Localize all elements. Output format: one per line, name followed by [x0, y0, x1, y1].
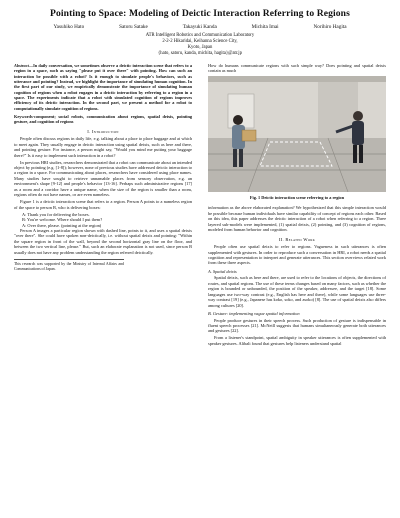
author-name: Yasuhiko Hato — [53, 24, 85, 30]
paragraph: information as the above elaborated explanation? We hypothesized that this simple interaction would be possible because human individuals have similar capability of concept of regions each other. Based on this idea, this paper addresses the deictic interaction of a robot when referring to a region. Three layered sub-models were implemented, (1) spatial deixis, (2) pointing, and (3) cognition of regions, modeled from human behavior and cognition. — [208, 205, 386, 233]
abstract — [14, 63, 192, 111]
abstract-label: Abstract— — [14, 63, 34, 68]
paragraph: Spatial deixis, such as here and there, are used to refer to the locations of objects, the directions of routes, and spatial regions. The use of these terms changes based on many factors, such as whether the region is bounded or unbounded, the position of the speaker, addressee, and the target [18]. Some languages use two-way contrast (e.g., English has here and there), while some languages use three-way contrast [19] (e.g., Japanese has koko, soko, and asoko) [8]. The use of spatial deixis also differs among cultures [20]. — [208, 275, 386, 308]
dialog-line: B: You're welcome. Where should I put them? — [22, 217, 103, 223]
section-heading: II. Related Work — [278, 236, 316, 242]
paragraph: People produce gestures in their speech process. Such production of gesture is indispensable in fluent speech processes [21]. McNeill suggests that humans simultaneously generate both utterances and gestures [22]. — [208, 317, 386, 334]
paragraph: In previous HRI studies, researchers demonstrated that a robot can communicate about an intended object by pointing (e.g. [1-8]); however, none of previous studies have addressed deictic interaction to a region in a space. For communicating about places, researchers have considered using place names. Many studies have sought to retrieve unnamable places from sensory observation, e.g. an environment's shape [9-12] and people's behavior [13-16]. Perhaps such administrative regions [17] as a room and a corridor have a unique name, when the size of the region is smaller than a room, regions often do not have names, or are even nameless. — [14, 159, 193, 198]
right-column — [208, 63, 386, 348]
dialog-line: A: Thank you for delivering the boxes. — [22, 211, 90, 217]
abstract-text: In daily conversation, we sometimes observe a deictic interaction scene that refers to a region in a space, such as saying "please put it over there" with pointing. How can such an interaction be possible with a robot? Is it enough to simulate people's behaviors, such as utterance and pointing? Instead, we highlight the importance of simulating human cognition. In the first part of our study, we empirically demonstrate the importance of simulating human cognition of regions when a robot engages in a deictic interaction by referring to a region in a space. The experiments indicate that a robot with simulated cognition of regions improves efficiency of its deictic interaction. In the second part, we present a method for a robot to computationally simulate cognition of regions. — [14, 63, 192, 111]
affiliation-line: Kyoto, Japan — [187, 45, 213, 50]
paragraph: People often use spatial deixis to refer to regions. Vagueness in such utterances is often supplemented with gestures. In order to reproduce such a conversation in HRI, a robot needs a spatial cognition and representation to interpret and generate utterances. This section overviews related work from these three aspects. — [208, 244, 386, 266]
paragraph: How do humans communicate regions with such simple way? Does pointing and spatial deixis contain as much — [208, 63, 386, 74]
subsection-heading: B. Gesture: implementing vague spatial information — [208, 311, 300, 317]
paragraph: From a listener's standpoint, spatial ambiguity in speaker utterances is often supplemented with speaker gestures. Alibali found that gestures help listeners understand spatial — [208, 335, 386, 346]
author-name: Satoru Satake — [119, 24, 148, 30]
keywords: Keywords-component; social robots, communication about regions, spatial deixis, pointing gesture, and cognition of regions — [14, 114, 192, 125]
author-name: Norihiro Hagita — [313, 24, 347, 30]
figure-caption: Fig. 1 Deictic interaction scene referring to a region — [249, 194, 345, 200]
affiliation-line: ATR Intelligent Robotics and Communication Laboratory — [145, 33, 255, 38]
affiliation-line: 2-2-2 Hikaridai, Keihanna Science City, — [162, 39, 238, 44]
section-heading: I. Introduction — [87, 128, 119, 134]
scene-photo — [208, 76, 386, 192]
author-emails: {hato, satoru, kanda, michita, hagita}@atr.jp — [158, 51, 242, 56]
figure-photo — [208, 76, 386, 192]
paper-title: Pointing to Space: Modeling of Deictic Interaction Referring to Regions — [50, 8, 350, 19]
paragraph: Figure 1 is a deictic interaction scene that refers to a region. Person A points to a nameless region of the space to person B, who is delivering boxes: — [14, 199, 192, 210]
author-list — [14, 24, 386, 30]
left-column — [14, 63, 192, 348]
footnote: This research was supported by the Ministry of Internal Affairs and Communications of Japan. — [14, 259, 124, 272]
dialog-line: A: Over there, please. (pointing at the region) — [22, 222, 102, 228]
subsection-heading: A. Spatial deixis — [208, 268, 237, 274]
author-name: Michita Imai — [251, 24, 279, 30]
paragraph: People often discuss regions in daily life, e.g. talking about a place to place baggage and at which to meet again. They usually engage in deictic interaction using spatial deixis, such as here and there, and pointing gesture. For instance, a person might say, "Would you mind me putting your baggage there?" Is it easy to implement such interaction in a robot? — [14, 136, 192, 158]
author-name: Takayuki Kanda — [182, 24, 217, 30]
paragraph: Person A images a particular region shown with dashed line, points to it, and uses a spatial deixis "over there". She could have spoken non-deictically, i.e. without spatial deixis and pointing: "Within the square region in front of the wall, beyond the second horizontal gray line on the floor, and between the two vertical line, please." But, such an elaborate explanation is not used, since person B usually does not have any problem understanding the region referred deictically. — [14, 227, 192, 255]
